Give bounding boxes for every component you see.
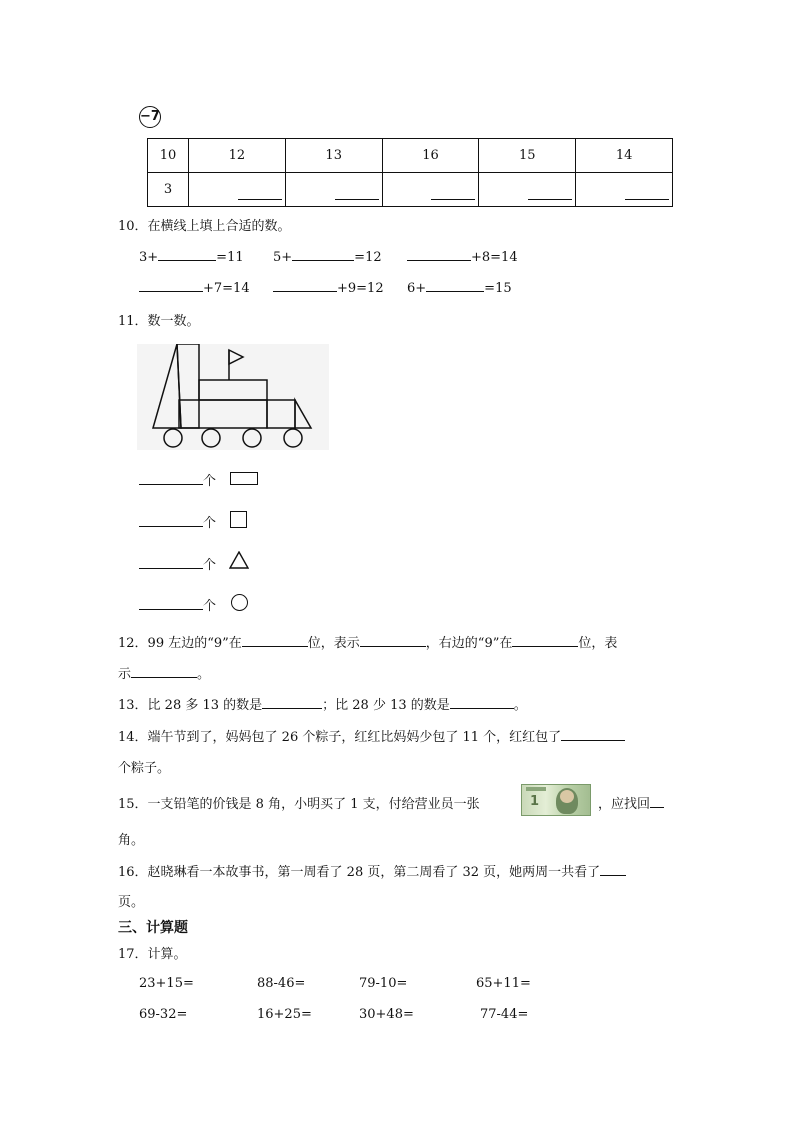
question-13 [118, 694, 527, 713]
calc-item: 65+11= [476, 976, 531, 991]
q-text: ，右边的“9”在 [425, 636, 513, 651]
eq-text: +8=14 [471, 250, 518, 265]
circle-icon [231, 594, 248, 611]
section-heading: 三、计算题 [118, 920, 188, 936]
table-row [148, 173, 673, 207]
answer-blank[interactable] [625, 199, 669, 200]
question-10-title: 10．在横线上填上合适的数。 [118, 219, 291, 234]
answer-blank[interactable] [139, 472, 203, 485]
eq-text: +9=12 [337, 281, 384, 296]
eq-text: 6+ [407, 281, 427, 296]
question-12-line-2 [118, 663, 210, 682]
answer-blank[interactable] [561, 728, 625, 741]
eq-text: =11 [216, 250, 244, 265]
answer-blank-cell[interactable] [479, 173, 576, 207]
table-cell: 3 [148, 173, 189, 207]
question-12-line-1 [118, 632, 617, 651]
q-text: 12．99 左边的“9”在 [118, 636, 242, 651]
answer-blank-cell[interactable] [285, 173, 382, 207]
eq-text: =12 [354, 250, 382, 265]
answer-blank[interactable] [292, 248, 354, 261]
answer-blank[interactable] [273, 279, 337, 292]
table-row [148, 139, 673, 173]
q-text: 。 [197, 667, 211, 682]
answer-blank[interactable] [528, 199, 572, 200]
q-text: 示 [118, 667, 132, 682]
answer-blank[interactable] [139, 597, 203, 610]
answer-blank[interactable] [650, 795, 664, 808]
question-11-title: 11．数一数。 [118, 314, 200, 329]
answer-blank[interactable] [450, 696, 514, 709]
q10-eq-1 [139, 248, 244, 265]
count-row-triangle [139, 554, 216, 573]
table-cell: 10 [148, 139, 189, 173]
answer-blank[interactable] [131, 665, 197, 678]
portrait-face [560, 790, 574, 803]
triangle-icon [229, 551, 249, 569]
question-15-line-2: 角。 [118, 833, 145, 848]
q10-eq-6 [407, 279, 512, 296]
answer-blank[interactable] [262, 696, 322, 709]
unit-label: 个 [203, 599, 217, 614]
calc-item: 30+48= [359, 1007, 414, 1022]
operator-circle: −7 [139, 106, 161, 128]
train-figure [137, 344, 329, 450]
answer-blank[interactable] [407, 248, 471, 261]
answer-blank[interactable] [431, 199, 475, 200]
answer-blank[interactable] [139, 556, 203, 569]
question-16-line-1 [118, 861, 626, 880]
question-16-line-2: 页。 [118, 895, 145, 910]
q-text: 。 [513, 698, 527, 713]
q-text: 14．端午节到了，妈妈包了 26 个粽子，红红比妈妈少包了 11 个，红红包了 [118, 730, 562, 745]
answer-blank[interactable] [139, 514, 203, 527]
question-17-title: 17．计算。 [118, 947, 187, 962]
question-15-line-1b [598, 793, 664, 812]
answer-blank[interactable] [238, 199, 282, 200]
answer-blank[interactable] [426, 279, 484, 292]
answer-blank[interactable] [139, 279, 203, 292]
calc-item: 16+25= [257, 1007, 312, 1022]
answer-blank-cell[interactable] [576, 173, 673, 207]
answer-blank[interactable] [335, 199, 379, 200]
q-text: 16．赵晓琳看一本故事书，第一周看了 28 页，第二周看了 32 页，她两周一共看了 [118, 865, 601, 880]
eq-text: +7=14 [203, 281, 250, 296]
subtraction-table [147, 138, 673, 207]
answer-blank[interactable] [242, 634, 308, 647]
q10-eq-3 [407, 248, 518, 265]
table-cell: 15 [479, 139, 576, 173]
table-cell: 13 [285, 139, 382, 173]
q-text: ；比 28 少 13 的数是 [322, 698, 450, 713]
q-text: 位，表示 [307, 636, 360, 651]
answer-blank[interactable] [512, 634, 578, 647]
banknote-value: 1 [530, 794, 540, 809]
q10-eq-2 [273, 248, 382, 265]
question-14-line-1 [118, 726, 625, 745]
calc-item: 77-44= [480, 1007, 529, 1022]
calc-item: 23+15= [139, 976, 194, 991]
table-cell: 14 [576, 139, 673, 173]
q10-eq-4 [139, 279, 250, 296]
table-cell: 12 [189, 139, 286, 173]
question-14-line-2: 个粽子。 [118, 761, 171, 776]
answer-blank-cell[interactable] [382, 173, 479, 207]
calc-item: 79-10= [359, 976, 408, 991]
q-text: 位，表 [578, 636, 618, 651]
q10-eq-5 [273, 279, 384, 296]
question-15-line-1a: 15．一支铅笔的价钱是 8 角，小明买了 1 支，付给营业员一张 [118, 797, 480, 812]
answer-blank[interactable] [360, 634, 426, 647]
answer-blank-cell[interactable] [189, 173, 286, 207]
rectangle-icon [230, 472, 258, 485]
count-row-square [139, 512, 216, 531]
answer-blank[interactable] [158, 248, 216, 261]
eq-text: 3+ [139, 250, 159, 265]
count-row-rectangle [139, 470, 216, 489]
answer-blank[interactable] [600, 863, 626, 876]
unit-label: 个 [203, 516, 217, 531]
count-row-circle [139, 595, 216, 614]
square-icon [230, 511, 247, 528]
eq-text: =15 [484, 281, 512, 296]
unit-label: 个 [203, 474, 217, 489]
q-text: ，应找回 [598, 797, 651, 812]
calc-item: 88-46= [257, 976, 306, 991]
table-cell: 16 [382, 139, 479, 173]
unit-label: 个 [203, 558, 217, 573]
eq-text: 5+ [273, 250, 293, 265]
one-yuan-banknote-image [521, 784, 591, 816]
calc-item: 69-32= [139, 1007, 188, 1022]
q-text: 13．比 28 多 13 的数是 [118, 698, 263, 713]
